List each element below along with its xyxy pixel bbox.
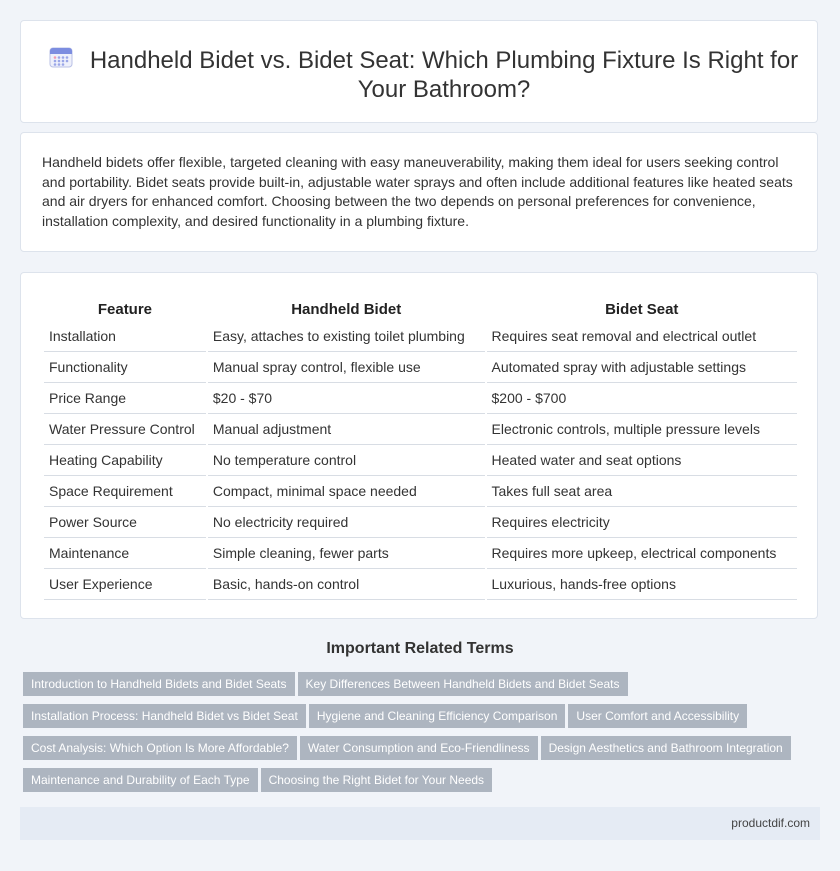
bidet-seat-cell: Requires electricity	[487, 507, 797, 538]
table-row	[44, 569, 797, 600]
feature-cell: Installation	[44, 321, 206, 352]
feature-cell: Power Source	[44, 507, 206, 538]
handheld-bidet-cell: Basic, hands-on control	[208, 569, 485, 600]
bidet-seat-cell: Takes full seat area	[487, 476, 797, 507]
handheld-bidet-cell: No electricity required	[208, 507, 485, 538]
tag-row	[23, 736, 813, 768]
feature-cell: User Experience	[44, 569, 206, 600]
column-header: Handheld Bidet	[291, 300, 402, 318]
related-term-tag[interactable]: Design Aesthetics and Bathroom Integration	[541, 736, 791, 760]
handheld-bidet-cell: Simple cleaning, fewer parts	[208, 538, 485, 569]
handheld-bidet-cell: Easy, attaches to existing toilet plumbing	[208, 321, 485, 352]
bidet-seat-cell: Requires seat removal and electrical outlet	[487, 321, 797, 352]
table-row	[44, 352, 797, 383]
table-row	[44, 383, 797, 414]
related-term-tag[interactable]: Introduction to Handheld Bidets and Bidet Seats	[23, 672, 295, 696]
related-term-tag[interactable]: Water Consumption and Eco-Friendliness	[300, 736, 538, 760]
table-body	[44, 321, 797, 600]
related-term-tag[interactable]: Key Differences Between Handheld Bidets and Bidet Seats	[298, 672, 628, 696]
comparison-card	[20, 272, 818, 619]
related-terms-list	[23, 672, 813, 800]
tag-row	[23, 768, 813, 800]
intro-paragraph: Handheld bidets offer flexible, targeted cleaning with easy maneuverability, making them ideal for users seeking control and portability. Bidet seats provide built-in, adjustable water sprays and often include additional features like heated seats and air dryers for enhanced comfort. Choosing between the two depends on personal preferences for convenience, installation complexity, and desired functionality in a plumbing fixture.	[42, 154, 793, 229]
feature-cell: Heating Capability	[44, 445, 206, 476]
related-terms-heading: Important Related Terms	[326, 640, 514, 657]
bidet-seat-cell: Requires more upkeep, electrical components	[487, 538, 797, 569]
table-row	[44, 476, 797, 507]
handheld-bidet-cell: No temperature control	[208, 445, 485, 476]
page-title: Handheld Bidet vs. Bidet Seat: Which Plumbing Fixture Is Right for Your Bathroom?	[89, 47, 799, 103]
related-term-tag[interactable]: Installation Process: Handheld Bidet vs Bidet Seat	[23, 704, 306, 728]
calendar-icon	[49, 45, 73, 69]
table-row	[44, 538, 797, 569]
feature-cell: Price Range	[44, 383, 206, 414]
feature-cell: Functionality	[44, 352, 206, 383]
handheld-bidet-cell: $20 - $70	[208, 383, 485, 414]
tag-row	[23, 704, 813, 736]
feature-cell: Space Requirement	[44, 476, 206, 507]
bidet-seat-cell: Automated spray with adjustable settings	[487, 352, 797, 383]
table-row	[44, 445, 797, 476]
title-card	[20, 20, 818, 123]
bidet-seat-cell: Electronic controls, multiple pressure levels	[487, 414, 797, 445]
bidet-seat-cell: Luxurious, hands-free options	[487, 569, 797, 600]
handheld-bidet-cell: Compact, minimal space needed	[208, 476, 485, 507]
related-term-tag[interactable]: Cost Analysis: Which Option Is More Affordable?	[23, 736, 297, 760]
footer	[20, 807, 820, 840]
table-row	[44, 414, 797, 445]
feature-cell: Water Pressure Control	[44, 414, 206, 445]
table-row	[44, 321, 797, 352]
table-header-row	[44, 297, 797, 321]
intro-card	[20, 132, 818, 252]
column-header: Bidet Seat	[605, 300, 679, 318]
feature-cell: Maintenance	[44, 538, 206, 569]
handheld-bidet-cell: Manual spray control, flexible use	[208, 352, 485, 383]
column-header: Feature	[97, 300, 153, 318]
table-row	[44, 507, 797, 538]
related-term-tag[interactable]: Choosing the Right Bidet for Your Needs	[261, 768, 492, 792]
related-term-tag[interactable]: Hygiene and Cleaning Efficiency Comparison	[309, 704, 566, 728]
related-term-tag[interactable]: Maintenance and Durability of Each Type	[23, 768, 258, 792]
related-term-tag[interactable]: User Comfort and Accessibility	[568, 704, 747, 728]
comparison-table	[42, 297, 799, 600]
handheld-bidet-cell: Manual adjustment	[208, 414, 485, 445]
tag-row	[23, 672, 813, 704]
bidet-seat-cell: $200 - $700	[487, 383, 797, 414]
bidet-seat-cell: Heated water and seat options	[487, 445, 797, 476]
footer-site-name: productdif.com	[731, 816, 810, 830]
